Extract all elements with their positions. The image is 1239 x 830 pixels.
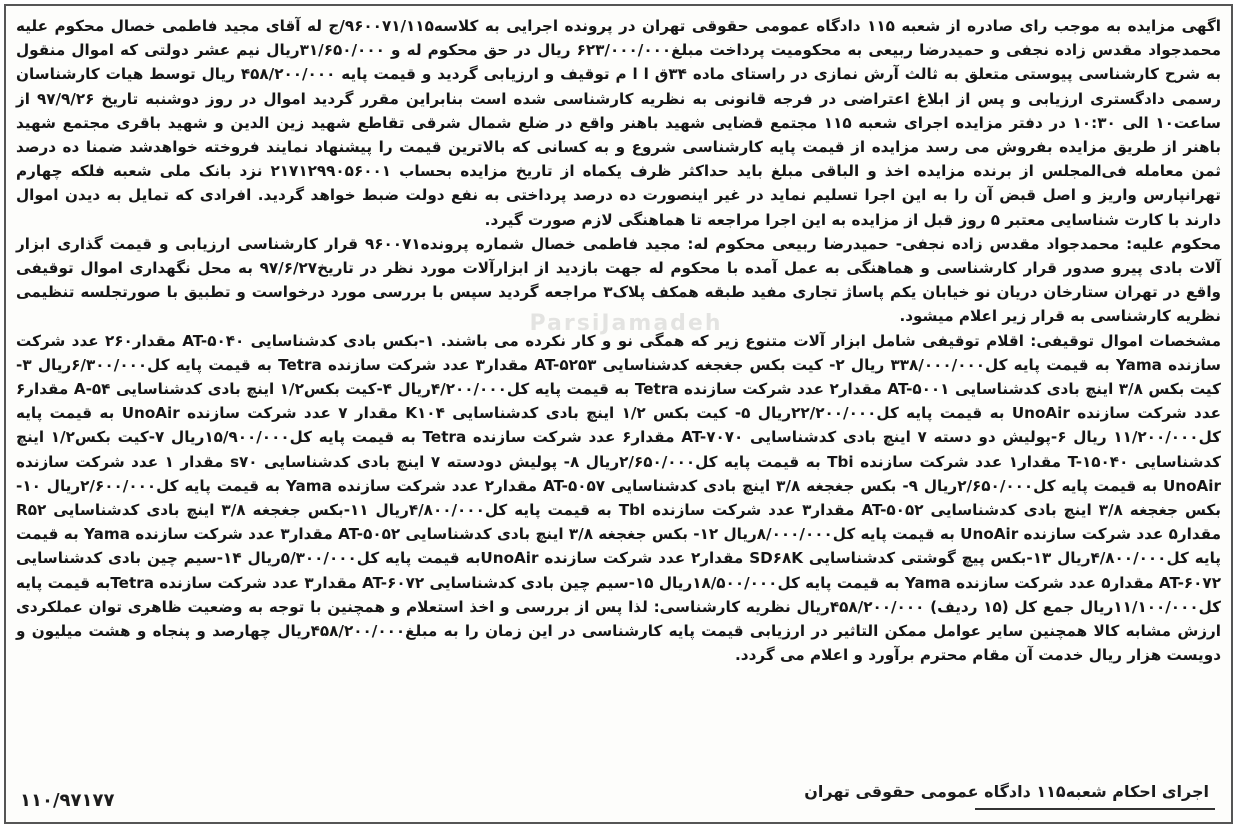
reference-number: ۱۱۰/۹۷۱۷۷ [20, 790, 115, 811]
watermark: ParsiJamadeh [529, 311, 723, 336]
notice-footer [16, 782, 1221, 826]
notice-paragraph-parties: محکوم علیه: محمدجواد مقدس زاده نجفی- حمیدرضا ربیعی محکوم له: مجید فاطمی خصال شماره پرونده۹۶۰۰۷۱ قرار کارشناسی ارزیابی و قیمت گذاری ابزار آلات بادی پیرو صدور قرار کارشناسی و هماهنگی به عمل آمده با محکوم له جهت بازدید از ابزارآلات مورد نظر در تاریخ۹۷/۶/۲۷ به محل نگهداری اموال توقیفی واقع در تهران ستارخان دریان نو خیابان یکم پاساژ تجاری مفید طبقه همکف پلاک۳ مراجعه گردید سپس با بررسی مورد درخواست و تطبیق با صورتجلسه تنظیمی نظریه کارشناسی به قرار زیر اعلام میشود. [16, 234, 1221, 326]
notice-body [16, 14, 1221, 667]
notice-paragraph-items: مشخصات اموال توقیفی: اقلام توقیفی شامل ابزار آلات متنوع زیر که همگی نو و کار نکرده می باشند. ۱-بکس بادی کدشناسایی AT-۵۰۴۰ مقدار۲۶۰ عدد شرکت سازنده Yama به قیمت پایه کل۳۳۸/۰۰۰/۰۰۰ ریال ۲- کیت بکس جغجغه کدشناسایی AT-۵۲۵۳ مقدار۳ عدد شرکت سازنده Tetra به قیمت پایه کل۶/۳۰۰/۰۰۰ریال ۳- کیت بکس ۳/۸ اینچ بادی کدشناسایی AT-۵۰۰۱ مقدار۲ عدد شرکت سازنده Tetra به قیمت پایه کل۴/۲۰۰/۰۰۰ریال ۴-کیت بکس۱/۲ اینچ بادی کدشناسایی A-۵۴ مقدار۶ عدد شرکت سازنده UnoAir به قیمت پایه کل۲۲/۲۰۰/۰۰۰ریال ۵- کیت بکس ۱/۲ اینچ بادی کدشناسایی K۱۰۴ مقدار ۷ عدد شرکت سازنده UnoAir به قیمت پایه کل۱۱/۲۰۰/۰۰۰ ریال ۶-پولیش دو دسته ۷ اینچ بادی کدشناسایی AT-۷۰۷۰ مقدار۶ عدد شرکت سازنده Tetra به قیمت پایه کل۱۵/۹۰۰/۰۰۰ریال ۷-کیت بکس۱/۲ اینچ کدشناسایی T-۱۵۰۴۰ مقدار۱ عدد شرکت سازنده Tbi به قیمت پایه کل۲/۶۵۰/۰۰۰ریال ۸- پولیش دودسته ۷ اینچ بادی کدشناسایی s۷۰ مقدار ۱ عدد شرکت سازنده UnoAir به قیمت پایه کل۲/۶۵۰/۰۰۰ریال ۹- بکس جغجغه ۳/۸ اینچ بادی کدشناسایی AT-۵۰۵۷ مقدار۲ عدد شرکت سازنده Yama به قیمت پایه کل۲/۶۰۰/۰۰۰ریال ۱۰- بکس جغجغه ۳/۸ اینچ بادی کدشناسایی AT-۵۰۵۲ مقدار۳ عدد شرکت سازنده Tbl به قیمت پایه کل۴/۸۰۰/۰۰۰ریال ۱۱-بکس جغجغه ۳/۸ اینچ بادی کدشناسایی R۵۲ مقدار۵ عدد شرکت سازنده UnoAir به قیمت پایه کل۸/۰۰۰/۰۰۰ریال ۱۲- بکس جغجغه ۳/۸ اینچ بادی کدشناسایی AT-۵۰۵۲ مقدار۳ عدد شرکت سازنده Yama به قیمت پایه کل۴/۸۰۰/۰۰۰ریال ۱۳-بکس پیچ گوشتی کدشناسایی SD۶۸K مقدار۲ عدد شرکت سازنده UnoAirبه قیمت پایه کل۵/۳۰۰/۰۰۰ریال ۱۴-سیم چین بادی کدشناسایی AT-۶۰۷۲ مقدار۵ عدد شرکت سازنده Yama به قیمت پایه کل۱۸/۵۰۰/۰۰۰ریال ۱۵-سیم چین بادی کدشناسایی AT-۶۰۷۲ مقدار۳ عدد شرکت سازنده Tetraبه قیمت پایه کل۱۱/۱۰۰/۰۰۰ریال جمع کل (۱۵ ردیف) ۴۵۸/۲۰۰/۰۰۰ریال نظریه کارشناسی: لذا پس از بررسی و اخذ استعلام و همچنین با توجه به وضعیت ظاهری توان عملکردی ارزش مشابه کالا همچنین سایر عوامل ممکن التاثیر در ارزیابی قیمت پایه کارشناسی در این زمان را به مبلغ۴۵۸/۲۰۰/۰۰۰ریال چهارصد و پنجاه و هشت میلیون و دویست هزار ریال خدمت آن مقام محترم برآورد و اعلام می گردد. [16, 331, 1222, 665]
auction-notice [4, 4, 1233, 824]
signature-underline [975, 808, 1215, 810]
issuer-signature: اجرای احکام شعبه۱۱۵ دادگاه عمومی حقوقی تهران [804, 782, 1209, 801]
notice-paragraph-intro: اگهی مزایده به موجب رای صادره از شعبه ۱۱۵ دادگاه عمومی حقوقی تهران در پرونده اجرایی به کلاسه۹۶۰۰۷۱/۱۱۵/ج له آقای مجید فاطمی خصال محکوم علیه محمدجواد مقدس زاده نجفی و حمیدرضا ربیعی به محکومیت پرداخت مبلغ۶۲۳/۰۰۰/۰۰۰ ریال در حق محکوم له و ۳۱/۶۵۰/۰۰۰ریال نیم عشر دولتی که اموال منقول به شرح کارشناسی پیوستی متعلق به ثالث آرش نمازی در راستای ماده ۳۴ق ا ا م توقیف و ارزیابی گردید و قیمت پایه ۴۵۸/۲۰۰/۰۰۰ ریال توسط هیات کارشناسان رسمی دادگستری ارزیابی و پس از ابلاغ اعتراضی در فرجه قانونی به نظریه کارشناسی شده است بنابراین مقرر گردید اموال در روز دوشنبه تاریخ ۹۷/۹/۲۶ از ساعت۱۰ الی ۱۰:۳۰ در دفتر مزایده اجرای شعبه ۱۱۵ مجتمع قضایی شهید باهنر واقع در ضلع شمال شرقی تقاطع شهید زین الدین و شهید باقری مجتمع شهید باهنر از طریق مزایده بفروش می رسد مزایده از قیمت پایه کارشناسی شروع و به کسانی که بالاترین قیمت را پیشنهاد نمایند فروخته خواهدشد ضمنا ده درصد ثمن معامله فی‌المجلس از برنده مزایده اخذ و الباقی مبلغ باید حداکثر ظرف یکماه از تاریخ مزایده بحساب ۲۱۷۱۲۹۹۰۵۶۰۰۱ نزد بانک ملی شعبه فلکه چهارم تهرانپارس واریز و اصل قبض آن را به این اجرا تسلیم نماید در غیر اینصورت ده درصد پرداختی به نفع دولت ضبط خواهد گردید. افرادی که تمایل به دیدن اموال دارند با کارت شناسایی معتبر ۵ روز قبل از مزایده به این اجرا مراجعه تا هماهنگی لازم صورت گیرد. [16, 17, 1222, 229]
